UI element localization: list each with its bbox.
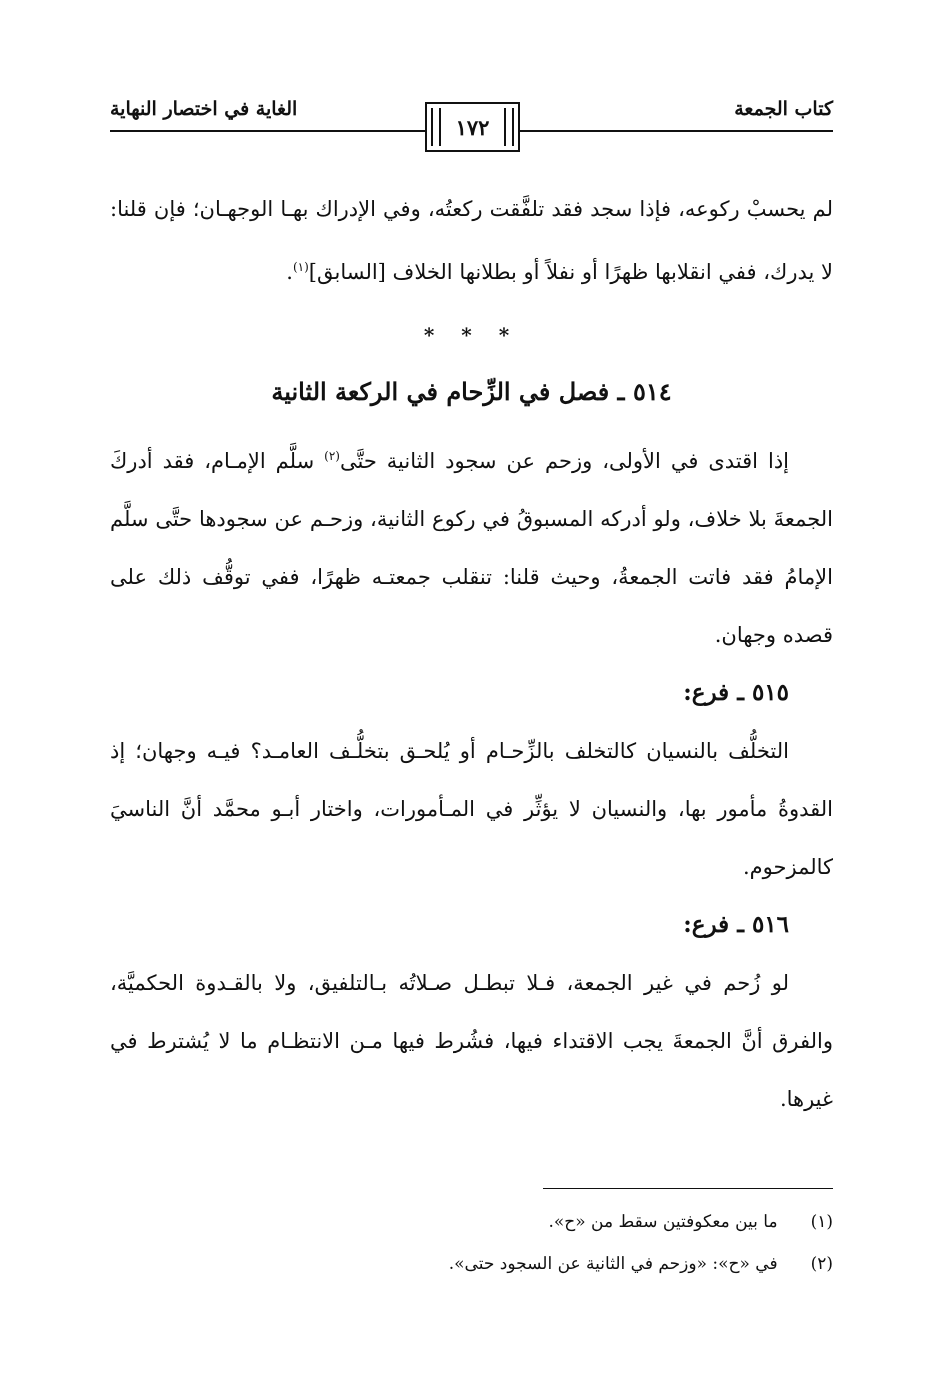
- branch-heading-516: ٥١٦ ـ فرع:: [683, 911, 789, 938]
- section-divider-stars: * * *: [423, 323, 520, 347]
- footnote-text: ما بين معكوفتين سقط من «ح».: [548, 1212, 778, 1232]
- paragraph-515: التخلُّف بالنسيان كالتخلف بالزِّحـام أو يُلحـق بتخلُّـف العامـد؟ فيـه وجهان؛ إذ القدوةُ مأمور بها، والنسيان لا يؤثِّر في المـأمورات، واختار أبـو محمَّد أنَّ الناسيَ كالمزحوم.: [110, 739, 833, 879]
- paragraph-516: لو زُحم في غير الجمعة، فـلا تبطـل صـلاتُه بـالتلفيق، ولا بالقـدوة الحكميَّة، والفرق أنَّ الجمعةَ يجب الاقتداء فيها، فشُرط فيها مـن الانتظـام ما لا يُشترط في غيرها.: [110, 971, 833, 1111]
- footnote-rule: [543, 1188, 833, 1189]
- footnote-number: (٢): [810, 1254, 833, 1274]
- footnote-text: في «ح»: «وزحم في الثانية عن السجود حتى».: [448, 1254, 778, 1274]
- footnote-2: [133, 1243, 833, 1285]
- paragraph-text: سلَّم الإمـام، فقد أدركَ الجمعةَ بلا خلاف، ولو أدركه المسبوقُ في ركوع الثانية، وزحـم عن سجودها حتَّى سلَّم الإمامُ فقد فاتت الجمعةُ، وحيث قلنا: تنقلب جمعتـه ظهرًا، ففي توقُّف ذلك على قصده وجهان.: [110, 449, 833, 647]
- page-number-frame: [425, 102, 520, 152]
- main-text: [110, 180, 833, 1128]
- paragraph-text: إذا اقتدى في الأولى، وزحم عن سجود الثانية حتَّى: [339, 449, 790, 473]
- page-number: ١٧٢: [455, 114, 490, 140]
- footnote-ref-2: (٢): [324, 449, 340, 463]
- footnote-ref-1: (١): [292, 260, 309, 274]
- paragraph-text: لم يحسبْ ركوعه، فإذا سجد فقد تلفَّقت ركعتُه، وفي الإدراك بهـا الوجهـان؛ فإن قلنا: لا يدرك، ففي انقلابها ظهرًا أو نفلاً أو بطلانها الخلاف [السابق]: [110, 197, 833, 284]
- branch-heading-515: ٥١٥ ـ فرع:: [683, 679, 789, 706]
- footnote-number: (١): [810, 1212, 833, 1232]
- book-title: الغاية في اختصار النهاية: [110, 98, 298, 120]
- chapter-title: كتاب الجمعة: [734, 98, 833, 120]
- section-heading-514: ٥١٤ ـ فصل في الزِّحام في الركعة الثانية: [271, 377, 672, 406]
- running-header: [110, 88, 833, 168]
- paragraph-continuation: [110, 180, 833, 301]
- footnotes: [133, 1188, 833, 1285]
- footnote-1: [133, 1201, 833, 1243]
- paragraph-end: .: [286, 260, 293, 284]
- paragraph-514: [110, 427, 833, 664]
